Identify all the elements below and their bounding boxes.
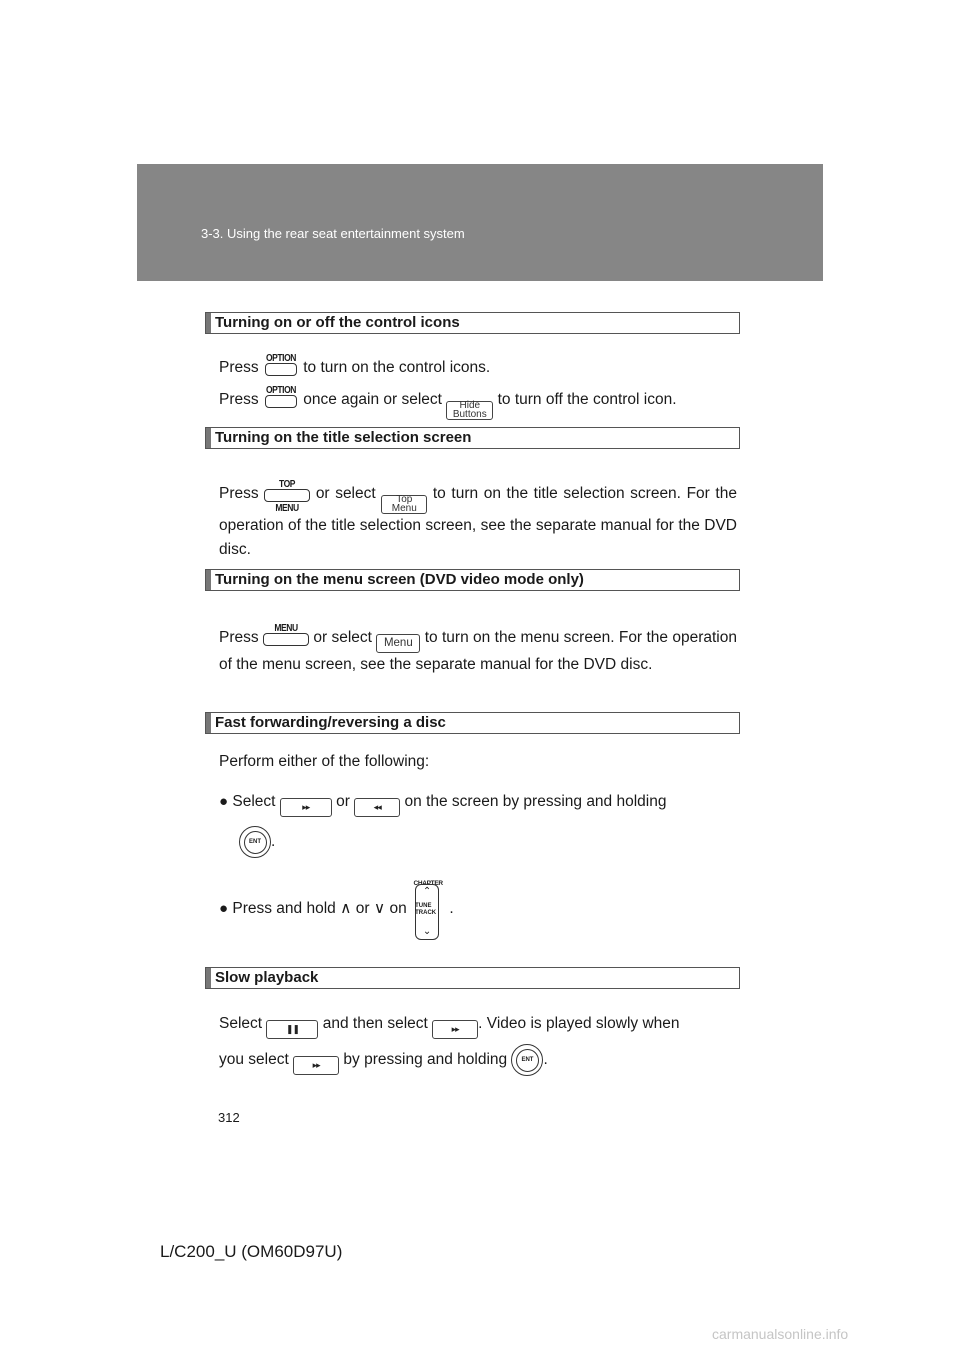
option-button-icon: OPTION: [263, 350, 299, 378]
top-menu-soft-button: Top Menu: [381, 495, 427, 514]
bullet-icon: ●: [219, 900, 229, 918]
paragraph-fast-forward-intro: Perform either of the following:: [219, 753, 430, 770]
bullet-icon: ●: [219, 793, 229, 810]
bullet-select-ff-rew: ● Select ▸▸ or ◂◂ on the screen by pressing and holding: [219, 790, 737, 817]
paragraph-control-off: Press OPTION once again or select Hide Buttons to turn off the control icon.: [219, 382, 737, 420]
ent-button-icon: ENT: [239, 826, 271, 858]
menu-button-icon: MENU: [263, 620, 309, 648]
chevron-down-icon: ⌄: [422, 926, 432, 937]
menu-soft-button: Menu: [376, 634, 420, 653]
section-heading-slow-playback: Slow playback: [205, 967, 740, 989]
ent-button-icon: ENT: [511, 1044, 543, 1076]
chapter-header: [137, 164, 823, 281]
fast-forward-soft-button: ▸▸: [432, 1020, 478, 1039]
chapter-seek-button-icon: CHAPTER ⌃ TUNE TRACK ⌄: [411, 874, 445, 944]
bullet-select-ff-rew-cont: ENT .: [239, 826, 757, 858]
bullet-press-hold-seek: ● Press and hold ∧ or ∨ on CHAPTER ⌃ TUNE TRACK ⌄ .: [219, 874, 737, 944]
section-heading-control-icons: Turning on or off the control icons: [205, 312, 740, 334]
section-heading-fast-forward: Fast forwarding/reversing a disc: [205, 712, 740, 734]
chevron-up-icon: ⌃: [422, 886, 432, 897]
option-button-icon: OPTION: [263, 382, 299, 410]
fast-forward-soft-button: ▸▸: [280, 798, 332, 817]
paragraph-title-selection: Press TOP MENU or select Top Menu to turn on the title selection screen. For the operation of the title selection screen, see the separate manual for the DVD disc.: [219, 476, 737, 562]
page-number: 312: [218, 1110, 240, 1125]
fast-forward-soft-button: ▸▸: [293, 1056, 339, 1075]
rewind-soft-button: ◂◂: [354, 798, 400, 817]
hide-buttons-soft-button: Hide Buttons: [446, 401, 493, 420]
watermark: carmanualsonline.info: [712, 1326, 849, 1342]
paragraph-slow-playback-2: you select ▸▸ by pressing and holding ENT .: [219, 1044, 737, 1076]
section-heading-title-selection: Turning on the title selection screen: [205, 427, 740, 449]
section-heading-menu-screen: Turning on the menu screen (DVD video mode only): [205, 569, 740, 591]
paragraph-control-on: Press OPTION to turn on the control icons.: [219, 350, 737, 380]
breadcrumb: 3-3. Using the rear seat entertainment system: [201, 226, 465, 241]
paragraph-menu-screen: Press MENU or select Menu to turn on the menu screen. For the operation of the menu screen, see the separate manual for the DVD disc.: [219, 620, 737, 677]
pause-soft-button: ❚❚: [266, 1020, 318, 1039]
top-menu-button-icon: TOP MENU: [264, 476, 310, 504]
document-code: L/C200_U (OM60D97U): [160, 1242, 343, 1261]
paragraph-slow-playback-1: Select ❚❚ and then select ▸▸ . Video is played slowly when: [219, 1012, 737, 1039]
